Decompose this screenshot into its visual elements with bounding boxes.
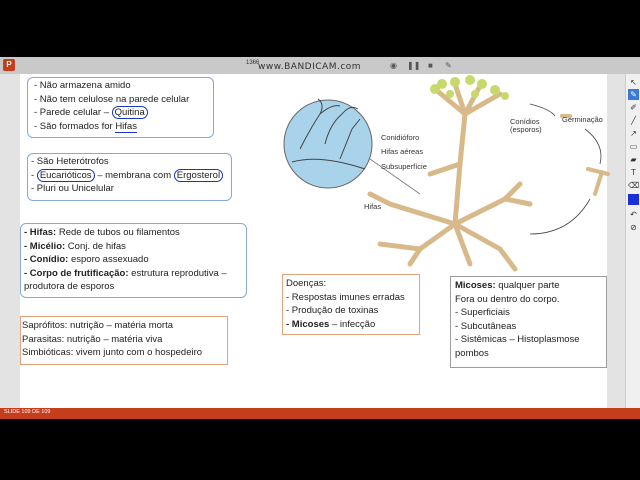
text-line: - Eucarióticos – membrana com Ergosterol [31,169,231,183]
box-mycoses [450,276,607,368]
label-hifas-aereas: Hifas aéreas [381,147,424,156]
text-line: - São Heterótrofos [31,156,109,167]
bandicam-watermark: www.BANDICAM.com [258,62,362,72]
label-conidios: Conídios [510,117,540,126]
text-line: - Micélio: Conj. de hifas [24,240,126,252]
text-line: - Micoses – infecção [286,318,376,330]
text-line: Doenças: [286,278,327,289]
text-tool-icon[interactable]: T [631,168,636,177]
highlighter-tool-icon[interactable]: ▰ [630,155,637,164]
text-line: Micoses: qualquer parte [455,280,560,291]
label-esporos: (esporos) [510,125,542,134]
annotation-oval: Ergosterol [174,169,223,182]
eraser-tool-icon[interactable]: ⌫ [628,181,640,190]
text-line: - Parede celular – Quitina [34,106,213,120]
pen-tool-icon[interactable]: ✎ [628,89,639,100]
stop-icon[interactable]: ■ [428,61,433,70]
label-conidioforo: Conidióforo [381,133,420,142]
pen-icon[interactable]: ✎ [445,61,452,70]
annotation-oval: Quitina [112,106,148,119]
color-swatch[interactable] [628,194,639,205]
box-characteristics [27,153,232,201]
fungus-diagram [270,74,620,279]
text-line: Fora ou dentro do corpo. [455,293,560,305]
cursor-tool-icon[interactable]: ↖ [630,78,637,87]
rectangle-tool-icon[interactable]: ▭ [629,142,638,151]
text-line: pombos [455,347,489,359]
window-title: 1366 [246,60,260,66]
text-line: produtora de esporos [24,281,115,292]
pause-icon[interactable]: ❚❚ [407,61,421,70]
text-line: - Pluri ou Unicelular [31,183,114,194]
label-hifas: Hifas [364,202,382,211]
annotation-underline: Hifas [115,120,137,132]
powerpoint-icon: P [3,59,15,71]
annotation-oval: Eucarióticos [37,169,95,182]
label-germinacao: Germinação [562,115,603,124]
camera-icon[interactable]: ◉ [390,61,397,70]
box-diseases [282,274,420,335]
text-line: - Não armazena amido [34,80,131,91]
fungus-illustration [270,74,620,279]
text-line: - Superficiais [455,307,510,318]
text-line: - Sistêmicas – Histoplasmose [455,334,580,345]
undo-icon[interactable]: ↶ [630,210,637,219]
status-bar [0,408,640,419]
left-margin [0,74,20,408]
text-line: - Subcutâneas [455,320,517,332]
box-nutrition [20,316,228,365]
annotation-toolbar [625,74,640,408]
arrow-tool-icon[interactable]: ↗ [630,129,637,138]
text-line: Saprófitos: nutrição – matéria morta [22,320,174,331]
box-properties [27,77,214,138]
text-line: - Conídio: esporo assexuado [24,254,149,265]
marker-tool-icon[interactable]: ✐ [630,103,637,112]
text-line: - Corpo de frutificação: estrutura reprodutiva – [24,267,227,279]
text-line: - Produção de toxinas [286,305,379,316]
line-tool-icon[interactable]: ╱ [631,116,636,125]
text-line: Parasitas: nutrição – matéria viva [22,333,163,345]
text-line: - Não tem celulose na parede celular [34,93,190,105]
label-subsuperficie: Subsuperfície [381,162,427,171]
box-definitions [20,223,247,298]
clear-icon[interactable]: ⊘ [630,223,637,232]
text-line: - Respostas imunes erradas [286,291,405,303]
text-line: - Hifas: Rede de tubos ou filamentos [24,227,180,238]
text-line: - São formados for Hifas [34,120,137,132]
slide-counter: SLIDE 109 DE 109 [4,409,51,415]
text-line: Simbióticas: vivem junto com o hospedeiro [22,347,203,358]
